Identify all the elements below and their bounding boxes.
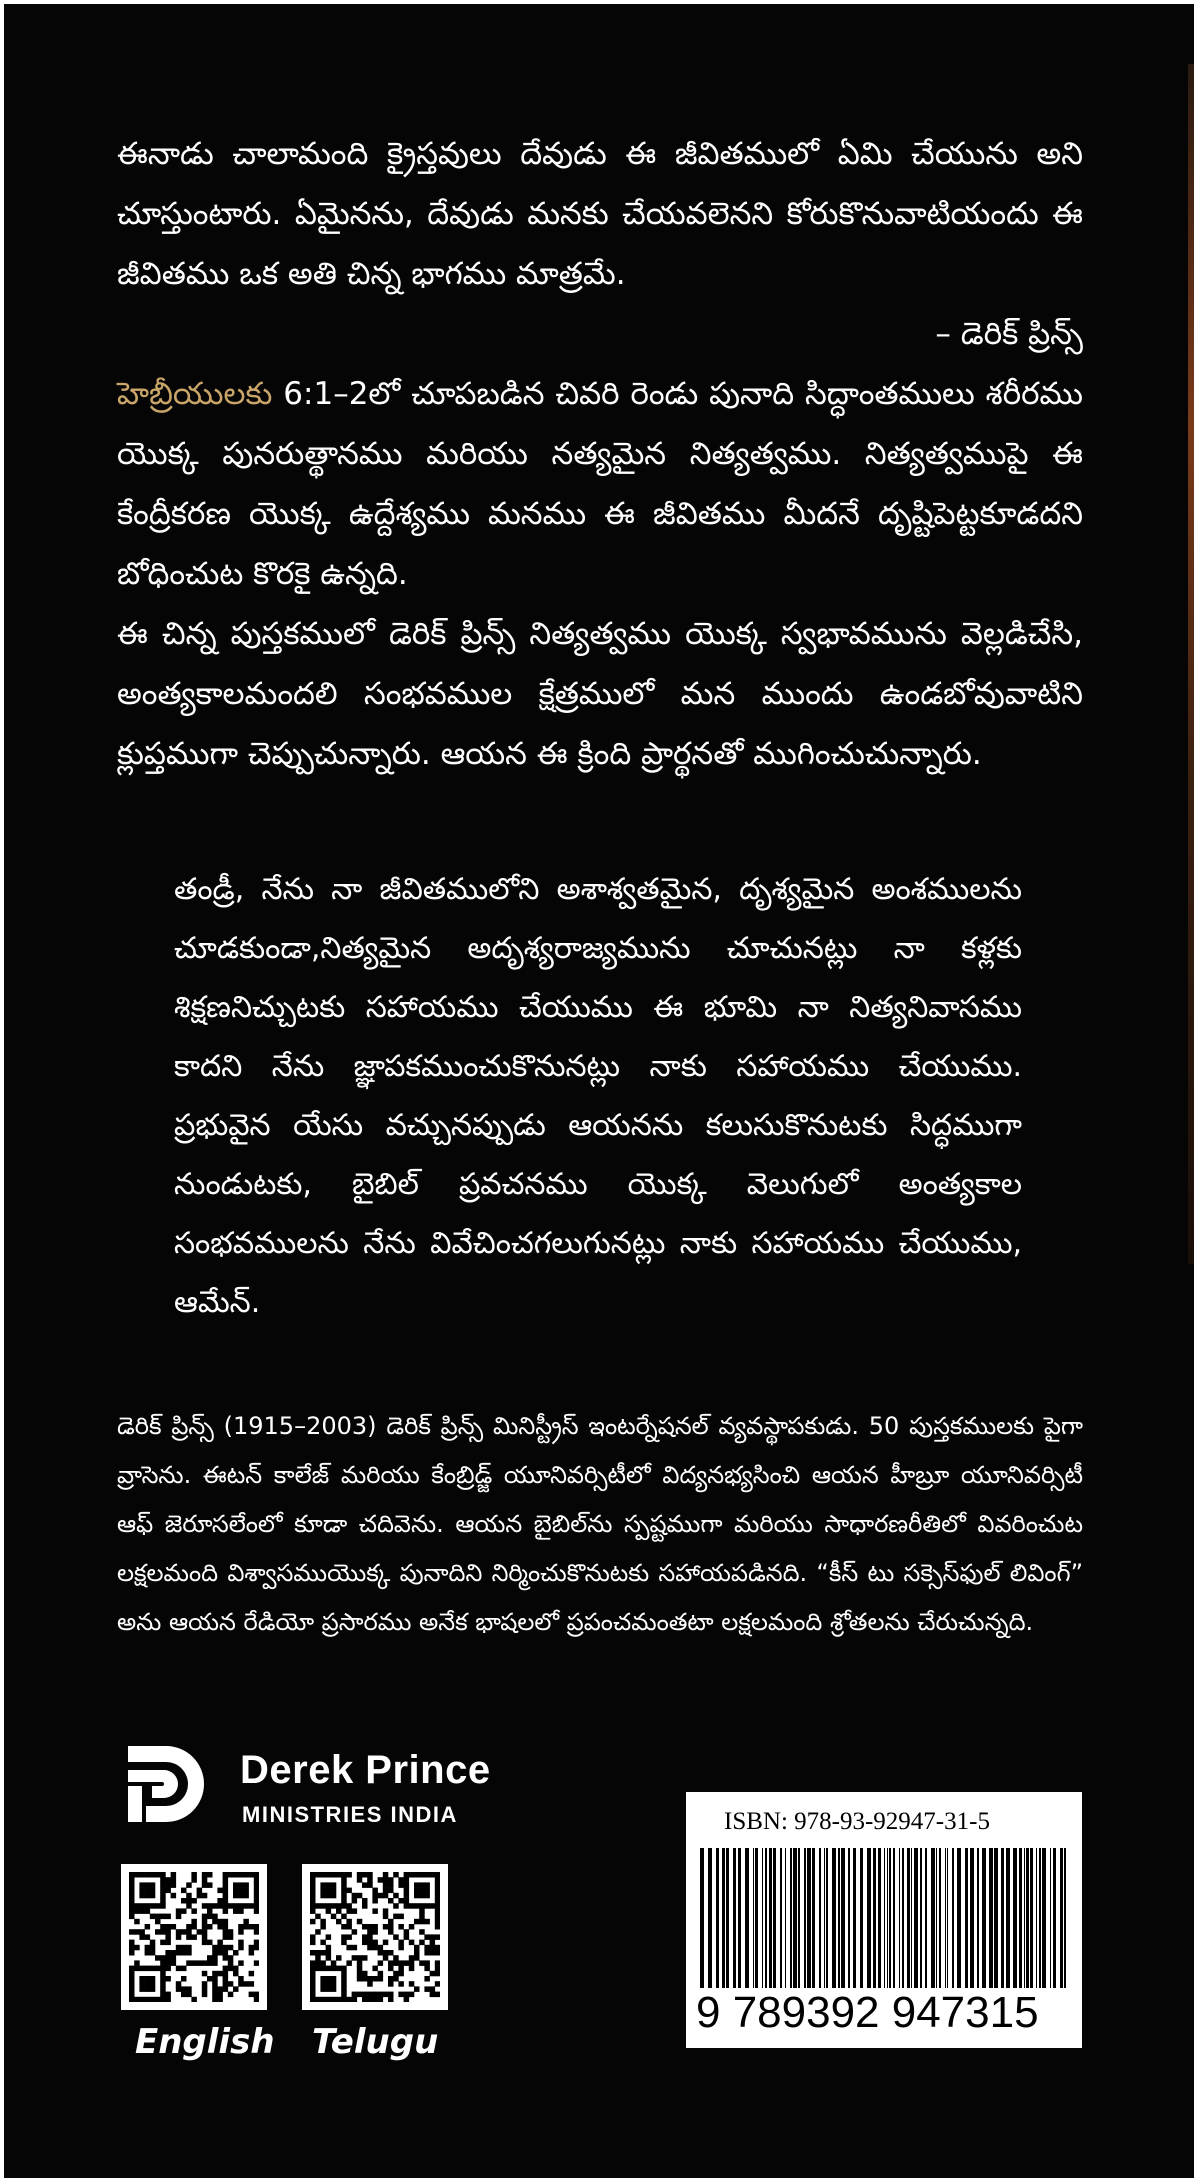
hebrews-paragraph [117, 364, 1083, 604]
quote-attribution: – డెరిక్ ప్రిన్స్ [935, 316, 1083, 352]
dp-logo-icon [122, 1740, 206, 1828]
isbn-barcode [686, 1792, 1082, 2048]
publisher-subtitle: MINISTRIES INDIA [242, 1802, 458, 1827]
prayer-text: తండ్రీ, నేను నా జీవితములోని అశాశ్వతమైన, దృశ్యమైన అంశములను చూడకుండా,నిత్యమైన అదృశ్యరాజ్యమును చూచునట్లు నా కళ్లకు శిక్షణనిచ్చుటకు సహాయము చేయుము ఈ భూమి నా నిత్యనివాసము కాదని నేను జ్ఞాపకముంచుకొనునట్లు నాకు సహాయము చేయుము. ప్రభువైన యేసు వచ్చునప్పుడు ఆయనను కలుసుకొనుటకు సిద్ధముగా నుండుటకు, బైబిల్ ప్రవచనము యొక్క వెలుగులో అంత్యకాల సంభవములను నేను వివేచించగలుగునట్లు నాకు సహాయము చేయుము, ఆమేన్. [174, 872, 1022, 1320]
publisher-logo [122, 1740, 622, 1830]
qr-code-english [121, 1864, 267, 2010]
back-cover [4, 4, 1194, 2178]
book-description: ఈ చిన్న పుస్తకములో డెరిక్ ప్రిన్స్ నిత్యత్వము యొక్క స్వభావమును వెల్లడిచేసి, అంత్యకాలమందలి సంభవముల క్షేత్రములో మన ముందు ఉండబోవువాటిని క్లుప్తముగా చెప్పుచున్నారు. ఆయన ఈ క్రింది ప్రార్థనతో ముగించుచున్నారు. [117, 616, 1083, 772]
qr-label-telugu: Telugu [312, 2022, 439, 2062]
author-bio: డెరిక్ ప్రిన్స్ (1915–2003) డెరిక్ ప్రిన్స్ మినిస్ట్రీస్ ఇంటర్నేషనల్ వ్యవస్థాపకుడు. 50 పుస్తకములకు పైగా వ్రాసెను. ఈటన్ కాలేజ్ మరియు కేంబ్రిడ్జ్ యూనివర్సిటీలో విద్యనభ్యసించి ఆయన హీబ్రూ యూనివర్సిటీ ఆఫ్ జెరూసలేంలో కూడా చదివెను. ఆయన బైబిల్‌ను స్పష్టముగా మరియు సాధారణరీతిలో వివరించుట లక్షలమంది విశ్వాసముయొక్క పునాదిని నిర్మించుకొనుటకు సహాయపడినది. “కీస్ టు సక్సెస్‌ఫుల్ లివింగ్” అను ఆయన రేడియో ప్రసారము అనేక భాషలలో ప్రపంచమంతటా లక్షలమంది శ్రోతలను చేరుచున్నది. [117, 1412, 1083, 1636]
barcode-digits: 9 789392 947315 [696, 1988, 1039, 2037]
qr-code-telugu [302, 1864, 448, 2010]
qr-code-icon [129, 1872, 259, 2002]
barcode-icon [696, 1848, 1072, 1988]
isbn-number: ISBN: 978-93-92947-31-5 [724, 1808, 990, 1835]
opening-quote [117, 124, 1083, 364]
hebrews-highlight: హెబ్రీయులకు [117, 376, 273, 412]
qr-code-icon [310, 1872, 440, 2002]
spine-edge-strip [1188, 64, 1194, 1264]
hebrews-text: 6:1–2లో చూపబడిన చివరి రెండు పునాది సిద్ధాంతములు శరీరము యొక్క పునరుత్థానము మరియు నత్యమైన నిత్యత్వము. నిత్యత్వముపై ఈ కేంద్రీకరణ యొక్క ఉద్దేశ్యము మనము ఈ జీవితము మీదనే దృష్టిపెట్టకూడదని బోధించుట కొరకై ఉన్నది. [117, 376, 1083, 592]
publisher-name: Derek Prince [240, 1748, 491, 1792]
quote-text: ఈనాడు చాలామంది క్రైస్తవులు దేవుడు ఈ జీవితములో ఏమి చేయును అని చూస్తుంటారు. ఏమైనను, దేవుడు మనకు చేయవలెనని కోరుకొనువాటియందు ఈ జీవితము ఒక అతి చిన్న భాగము మాత్రమే. [117, 136, 1083, 292]
qr-label-english: English [135, 2022, 275, 2062]
